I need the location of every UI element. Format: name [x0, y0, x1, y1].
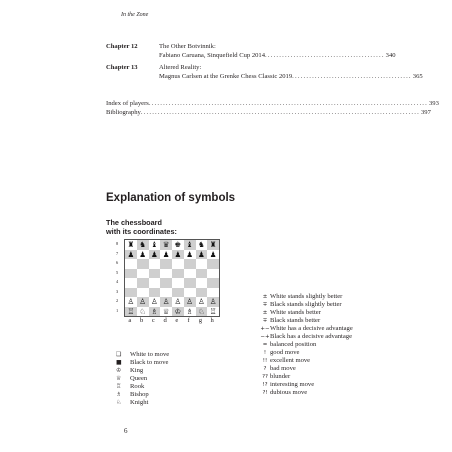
- piece-icon: ♔: [116, 367, 122, 374]
- running-head: In the Zone: [121, 12, 149, 18]
- board-square: [172, 259, 184, 269]
- board-square: [160, 269, 172, 279]
- board-square: ♙: [160, 297, 172, 307]
- piece-legend-label: King: [130, 367, 144, 374]
- toc-chapter-title: The Other Botvinnik:: [159, 43, 216, 50]
- rank-label: 1: [116, 307, 119, 313]
- board-square: ♖: [125, 307, 137, 317]
- evaluation-meaning: White stands better: [270, 309, 321, 316]
- rank-label: 8: [116, 241, 119, 247]
- page-number: 6: [124, 427, 128, 435]
- subheading: The chessboard with its coordinates:: [106, 218, 177, 236]
- evaluation-symbol: ∓: [262, 318, 268, 324]
- evaluation-meaning: Black stands slightly better: [270, 301, 342, 308]
- evaluation-symbol: ?: [263, 366, 267, 372]
- evaluation-symbol: +−: [260, 326, 270, 332]
- board-square: ♟: [125, 250, 137, 260]
- section-heading: Explanation of symbols: [106, 192, 236, 204]
- toc-chapter-subtitle: Magnus Carlsen at the Grenke Chess Classic 2019 .......................................... 365: [159, 73, 423, 80]
- piece-legend-label: Queen: [130, 375, 148, 382]
- board-square: ♚: [172, 240, 184, 250]
- board-square: [149, 259, 161, 269]
- piece-icon: ♘: [116, 399, 122, 406]
- piece-legend-label: Knight: [130, 399, 149, 406]
- board-square: [125, 259, 137, 269]
- evaluation-symbol: ??: [262, 374, 268, 380]
- evaluation-meaning: balanced position: [270, 341, 317, 348]
- evaluation-symbol: !!: [262, 358, 268, 364]
- board-square: [125, 288, 137, 298]
- board-square: [160, 259, 172, 269]
- piece-icon: ❏: [116, 351, 122, 358]
- board-square: ♗: [149, 307, 161, 317]
- file-label: a: [128, 317, 132, 324]
- evaluation-meaning: good move: [270, 349, 300, 356]
- board-square: [125, 269, 137, 279]
- evaluation-symbol: ∓: [262, 302, 268, 308]
- board-square: ♞: [196, 240, 208, 250]
- board-square: [160, 288, 172, 298]
- evaluation-meaning: Black stands better: [270, 317, 321, 324]
- file-label: b: [139, 317, 144, 324]
- board-square: [172, 278, 184, 288]
- evaluation-symbol-row: [258, 381, 315, 389]
- toc-chapter-title: Altered Reality:: [159, 64, 202, 71]
- board-square: [137, 278, 149, 288]
- piece-legend-label: Bishop: [130, 391, 149, 398]
- evaluation-symbol-row: [258, 333, 353, 341]
- toc-chapter-subtitle: Fabiano Caruana, Sinquefield Cup 2014 .......................................... 340: [159, 52, 396, 59]
- board-square: ♙: [184, 297, 196, 307]
- evaluation-symbol-row: [258, 357, 311, 365]
- piece-legend-label: White to move: [130, 351, 170, 358]
- evaluation-meaning: White has a decisive advantage: [270, 325, 353, 332]
- toc-page-number: 365: [412, 73, 423, 80]
- evaluation-symbol-row: [258, 365, 296, 373]
- file-label: h: [210, 317, 214, 324]
- evaluation-symbol-row: [258, 309, 321, 317]
- board-square: ♙: [137, 297, 149, 307]
- file-label: e: [175, 317, 179, 324]
- board-square: ♟: [207, 250, 219, 260]
- piece-icon: ♖: [116, 383, 122, 390]
- board-square: [196, 288, 208, 298]
- evaluation-symbol-row: [258, 349, 300, 357]
- board-square: [207, 278, 219, 288]
- board-square: [137, 259, 149, 269]
- file-label: g: [198, 317, 203, 324]
- board-square: ♙: [125, 297, 137, 307]
- file-label: c: [151, 317, 155, 324]
- board-square: ♜: [125, 240, 137, 250]
- toc-page-number: 340: [385, 52, 396, 59]
- board-square: ♟: [149, 250, 161, 260]
- evaluation-symbol: −+: [260, 334, 270, 340]
- evaluation-symbol-row: [258, 317, 321, 325]
- toc-index-players: Index of players .................................................................................................. 393: [106, 100, 439, 107]
- board-square: [172, 269, 184, 279]
- board-square: ♔: [172, 307, 184, 317]
- board-square: ♟: [184, 250, 196, 260]
- evaluation-symbol: ?!: [262, 390, 268, 396]
- evaluation-symbol-row: [258, 389, 308, 397]
- board-square: [184, 278, 196, 288]
- piece-legend-label: Black to move: [130, 359, 169, 366]
- evaluation-meaning: dubious move: [270, 389, 308, 396]
- board-square: [184, 259, 196, 269]
- board-square: ♝: [184, 240, 196, 250]
- board-square: [160, 278, 172, 288]
- board-square: [207, 259, 219, 269]
- piece-icon: ■: [116, 359, 122, 366]
- rank-label: 4: [116, 279, 119, 285]
- board-square: [149, 288, 161, 298]
- board-square: ♘: [137, 307, 149, 317]
- rank-label: 7: [116, 250, 119, 256]
- rank-label: 5: [116, 269, 119, 275]
- board-square: ♙: [172, 297, 184, 307]
- board-file-labels: [124, 317, 218, 324]
- board-square: [207, 269, 219, 279]
- board-square: [172, 288, 184, 298]
- board-square: ♕: [160, 307, 172, 317]
- board-square: [196, 278, 208, 288]
- evaluation-meaning: bad move: [270, 365, 296, 372]
- board-square: ♟: [172, 250, 184, 260]
- board-square: [184, 288, 196, 298]
- board-square: ♗: [184, 307, 196, 317]
- toc-chapter-number: Chapter 12: [106, 43, 138, 50]
- board-rank-labels: [116, 239, 122, 315]
- evaluation-meaning: Black has a decisive advantage: [270, 333, 353, 340]
- evaluation-symbol: !?: [262, 382, 268, 388]
- board-square: ♟: [137, 250, 149, 260]
- file-label: d: [163, 317, 167, 324]
- board-square: ♞: [137, 240, 149, 250]
- board-square: [125, 278, 137, 288]
- evaluation-symbol-row: [258, 293, 343, 301]
- rank-label: 6: [116, 260, 119, 266]
- toc-bibliography: Bibliography .................................................................................................. 397: [106, 109, 431, 116]
- evaluation-symbol-row: [258, 373, 291, 381]
- evaluation-symbol-row: [258, 341, 317, 349]
- evaluation-symbol-row: [258, 325, 353, 333]
- piece-legend-label: Rook: [130, 383, 145, 390]
- evaluation-symbol: ±: [262, 310, 268, 316]
- board-square: [207, 288, 219, 298]
- chessboard: [124, 239, 220, 317]
- board-square: ♖: [207, 307, 219, 317]
- toc-chapter-number: Chapter 13: [106, 64, 138, 71]
- board-square: [196, 269, 208, 279]
- board-square: ♘: [196, 307, 208, 317]
- board-square: ♙: [207, 297, 219, 307]
- evaluation-symbol: ±: [262, 294, 268, 300]
- evaluation-meaning: interesting move: [270, 381, 315, 388]
- board-square: [137, 269, 149, 279]
- evaluation-meaning: excellent move: [270, 357, 311, 364]
- board-square: ♝: [149, 240, 161, 250]
- piece-icon: ♕: [116, 375, 122, 382]
- evaluation-meaning: White stands slightly better: [270, 293, 343, 300]
- rank-label: 2: [116, 298, 119, 304]
- board-square: ♙: [149, 297, 161, 307]
- board-square: [149, 278, 161, 288]
- file-label: f: [187, 317, 190, 324]
- board-square: ♟: [160, 250, 172, 260]
- evaluation-meaning: blunder: [270, 373, 291, 380]
- board-square: ♛: [160, 240, 172, 250]
- board-square: [149, 269, 161, 279]
- board-square: ♙: [196, 297, 208, 307]
- board-square: [137, 288, 149, 298]
- rank-label: 3: [116, 288, 119, 294]
- board-square: [196, 259, 208, 269]
- evaluation-symbol-row: [258, 301, 342, 309]
- evaluation-symbol: =: [262, 342, 268, 348]
- evaluation-symbol: !: [263, 350, 267, 356]
- piece-icon: ♗: [116, 391, 122, 398]
- board-square: ♜: [207, 240, 219, 250]
- board-square: [184, 269, 196, 279]
- board-square: ♟: [196, 250, 208, 260]
